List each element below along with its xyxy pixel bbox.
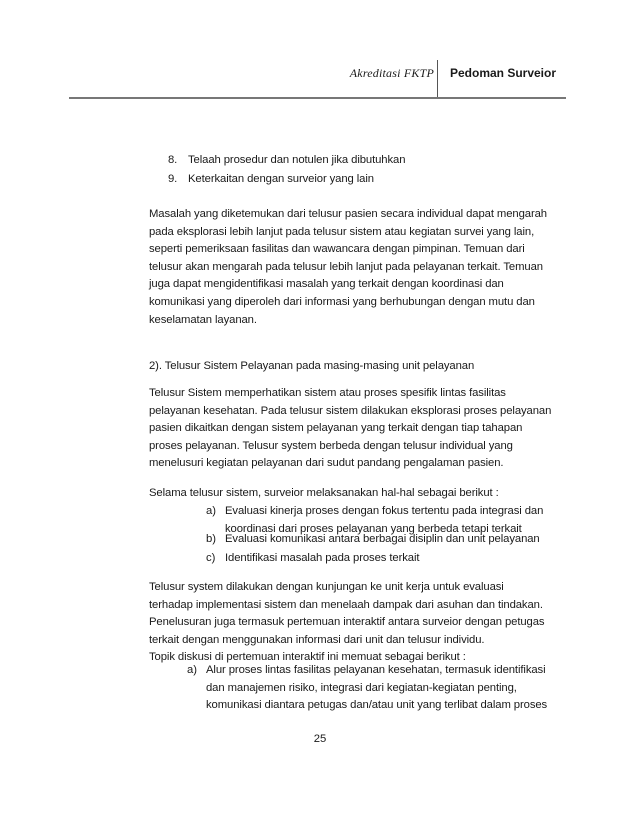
list-item-b (225, 531, 540, 549)
list-item-b-marker: b) (206, 533, 217, 545)
paragraph-line: juga dapat mengidentifikasi masalah yang terkait dengan koordinasi dan (149, 278, 504, 291)
paragraph-line: seperti pemeriksaan fasilitas dan wawancara dengan pimpinan. Temuan dari (149, 243, 525, 256)
paragraph-line: terhadap implementasi sistem dan menelaah dampak dari asuhan dan tindakan. (149, 598, 543, 611)
list-item-line: komunikasi diantara petugas dan/atau unit yang terlibat dalam proses (206, 699, 548, 712)
header-rule (69, 97, 566, 99)
paragraph-unit-visit (149, 579, 544, 667)
section-2-heading: 2). Telusur Sistem Pelayanan pada masing-masing unit pelayanan (149, 360, 475, 372)
paragraph-line: Telusur Sistem memperhatikan sistem atau proses spesifik lintas fasilitas (149, 387, 506, 399)
list-item-line: Identifikasi masalah pada proses terkait (225, 552, 420, 564)
paragraph-line: Penelusuran juga termasuk pertemuan interaktif antara surveior dengan petugas (149, 616, 545, 629)
item-9-number: 9. (168, 173, 178, 185)
header-divider (437, 60, 438, 97)
paragraph-line: pelayanan kesehatan. Pada telusur sistem dilakukan eksplorasi proses pelayanan (149, 404, 552, 417)
list-item-line: koordinasi dari proses pelayanan yang berbeda tetapi terkait (225, 522, 522, 535)
header-left-title: Akreditasi FKTP (349, 66, 434, 80)
list-item-c-marker: c) (206, 552, 216, 564)
topic-item-a (206, 662, 547, 715)
paragraph-line: menelusuri kegiatan pelayanan dari sudut pandang pengalaman pasien. (149, 457, 504, 470)
paragraph-line: proses pelayanan. Telusur system berbeda dengan telusur individual yang (149, 439, 513, 452)
list-item-line: Alur proses lintas fasilitas pelayanan kesehatan, termasuk identifikasi (206, 664, 546, 676)
list-item-line: Evaluasi komunikasi antara berbagai disiplin dan unit pelayanan (225, 533, 540, 545)
item-9-text: Keterkaitan dengan surveior yang lain (188, 173, 374, 185)
paragraph-line: Telusur system dilakukan dengan kunjungan ke unit kerja untuk evaluasi (149, 581, 504, 593)
list-item-line: Evaluasi kinerja proses dengan fokus tertentu pada integrasi dan (225, 505, 544, 517)
item-8-text: Telaah prosedur dan notulen jika dibutuhkan (188, 154, 406, 166)
paragraph-surveior-tasks: Selama telusur sistem, surveior melaksanakan hal-hal sebagai berikut : (149, 487, 499, 499)
list-item-c (225, 550, 419, 568)
paragraph-line: terkait dengan menggunakan informasi dari unit dan telusur individu. (149, 633, 485, 646)
list-item-a-marker: a) (206, 505, 217, 517)
item-8-number: 8. (168, 154, 178, 166)
paragraph-line: Masalah yang diketemukan dari telusur pasien secara individual dapat mengarah (149, 208, 547, 220)
header-right-title: Pedoman Surveior (449, 66, 557, 80)
paragraph-findings (149, 206, 547, 329)
page-number: 25 (313, 733, 327, 745)
paragraph-line: telusur akan mengarah pada telusur lebih lanjut pada pelayanan terkait. Temuan (149, 260, 543, 273)
paragraph-system-trace (149, 385, 551, 473)
list-item-line: dan manajemen risiko, integrasi dari kegiatan-kegiatan penting, (206, 681, 517, 694)
paragraph-line: keselamatan layanan. (149, 313, 257, 326)
paragraph-line: komunikasi yang diperoleh dari informasi yang berhubungan dengan mutu dan (149, 295, 535, 308)
topic-item-a-marker: a) (187, 664, 198, 676)
paragraph-line: pasien dikaitkan dengan sistem pelayanan yang terkait dengan tiap tahapan (149, 422, 523, 435)
paragraph-line: Topik diskusi di pertemuan interaktif ini memuat sebagai berikut : (149, 651, 466, 664)
paragraph-line: pada eksplorasi lebih lanjut pada telusur sistem atau kegiatan survei yang lain, (149, 225, 535, 238)
